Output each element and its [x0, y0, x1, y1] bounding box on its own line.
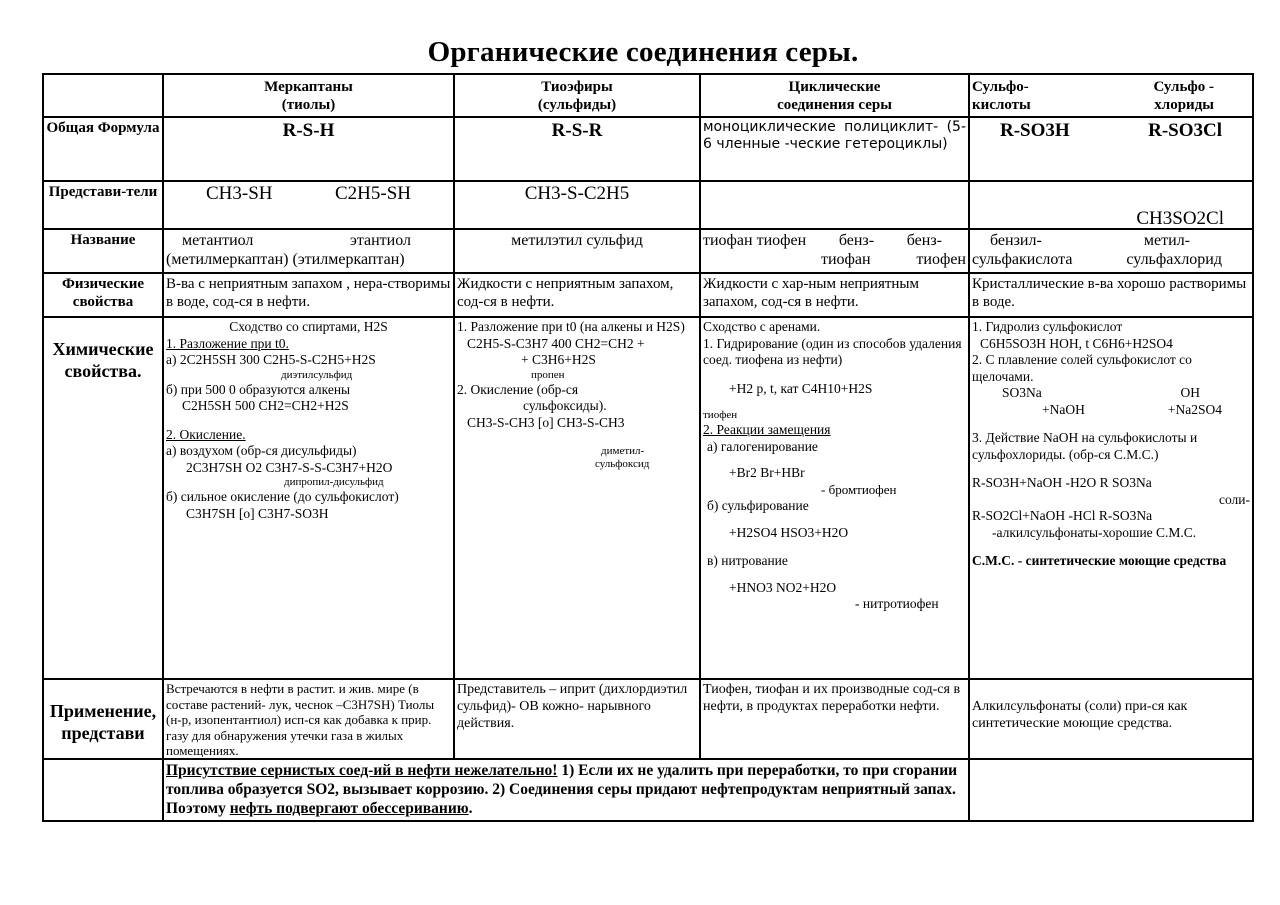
header-sulfochlorides-line1: Сульфо - — [1153, 79, 1214, 95]
chemical-thioethers — [454, 317, 700, 679]
header-cyclic-line2: соединения серы — [777, 97, 892, 113]
name-mercaptans-trivial: (метилмеркаптан) (этилмеркаптан) — [166, 251, 405, 268]
chem1-similarity: Сходство со спиртами, H2S — [229, 319, 388, 334]
chem4-naoh: +NaOH — [1042, 401, 1085, 417]
page-title: Органические соединения серы. — [427, 36, 859, 68]
label-chemical: Химические свойства. — [43, 317, 163, 679]
usage-thioethers-text: Представитель – иприт (дихлордиэтил сульфид)- ОВ кожно- нарывного действия. — [457, 682, 688, 731]
summary-text — [163, 759, 969, 821]
usage-mercaptans-text: Встречаются в нефти в растит. и жив. мире (в составе растений- лук, чеснок –C3H7SH) Тиолы (н-р, изопентантиол) исп-ся как добавка к прир. газу для обнаружения утечки газа в жилых помещениях. — [166, 681, 435, 757]
row-general-formula — [43, 117, 1253, 181]
header-sulfo-acids-line1: Сульфо- — [972, 79, 1029, 95]
header-mercaptans-line2: (тиолы) — [281, 97, 336, 113]
summary-empty-right — [969, 759, 1253, 821]
name-benz2: бенз- — [906, 232, 942, 249]
usage-cyclic-text: Тиофен, тиофан и их производные сод-ся в нефти, в продуктах переработки нефти. — [703, 682, 961, 714]
chem2-propene: пропен — [531, 368, 565, 381]
summary-body: 1) Если их не удалить при переработки, то при сгорании топлива образуется SO2, вызывает коррозию. 2) Соединения серы придают нефтепродуктам неприятный запах. Поэтому — [166, 762, 958, 817]
formula-cyclic: моноциклические полициклит- (5-6 членные -ческие гетероциклы) — [700, 117, 969, 181]
chem4-reaction-chloride: R-SO2Cl+NaOH -HCl R-SO3Na — [972, 508, 1153, 523]
physical-cyclic: Жидкости с хар-ным неприятным запахом, сод-ся в нефти. — [700, 273, 969, 317]
label-usage-text: Применение, представи — [49, 701, 157, 743]
chem1-reaction-a: а) 2C2H5SH 300 C2H5-S-C2H5+H2S — [166, 352, 376, 367]
name-sulfochloride: сульфахлорид — [1126, 251, 1222, 268]
formula-sulfochloride: R-SO3Cl — [1148, 120, 1222, 141]
chem1-alkenes: б) при 500 0 образуются алкены — [166, 381, 351, 397]
rep-mercaptans — [163, 181, 454, 229]
chem4-salts: соли- — [1218, 491, 1250, 507]
row-summary — [43, 759, 1253, 821]
chem4-na2so4: +Na2SO4 — [1167, 401, 1222, 417]
chem4-hydrolysis: 1. Гидролиз сульфокислот — [972, 319, 1123, 334]
rep-ethanethiol: C2H5-SH — [334, 183, 411, 204]
sulfur-compounds-table — [42, 73, 1254, 822]
row-physical — [43, 273, 1253, 317]
name-benz1: бенз- — [838, 232, 875, 249]
usage-sulfonic-text: Алкилсульфонаты (соли) при-ся как синтетические моющие средства. — [972, 699, 1188, 731]
chem2-sulfoxides: сульфоксиды). — [523, 398, 607, 413]
usage-mercaptans — [163, 679, 454, 759]
name-benzyl: бензил- — [990, 232, 1042, 249]
chem1-diethylsulfide: диэтилсульфид — [281, 368, 353, 381]
chem1-strong-oxidation: б) сильное окисление (до сульфокислот) — [166, 489, 399, 504]
name-methanethiol: метантиол — [182, 232, 254, 249]
name-benzothiophane: тиофан — [821, 251, 871, 268]
chem3-nitration-reaction: +HNO3 NO2+H2O — [729, 579, 837, 595]
chem1-air: а) воздухом (обр-ся дисульфиды) — [166, 443, 357, 458]
physical-sulfonic: Кристаллические в-ва хорошо растворимы в воде. — [969, 273, 1253, 317]
header-thioethers-line1: Тиоэфиры — [541, 79, 613, 95]
chem4-alkali-fusion: 2. С плавление солей сульфокислот со щелочами. — [972, 352, 1192, 384]
name-sulfoacid: сульфакислота — [972, 251, 1073, 268]
summary-warning: Присутствие сернистых соед-ий в нефти нежелательно! — [166, 762, 558, 779]
header-row — [43, 74, 1253, 117]
formula-sulfonic — [969, 117, 1253, 181]
summary-desulfurization: нефть подвергают обессериванию — [229, 800, 469, 817]
chem1-decomposition: 1. Разложение при t0. — [166, 335, 289, 351]
rep-sulfonic: CH3SO2Cl — [969, 181, 1253, 229]
header-sulfonic — [969, 74, 1253, 117]
formula-thioethers: R-S-R — [454, 117, 700, 181]
chem2-oxidation: 2. Окисление (обр-ся — [457, 381, 579, 397]
header-cyclic-line1: Циклические — [788, 79, 881, 95]
header-thioethers-line2: (сульфиды) — [537, 97, 617, 113]
row-representatives — [43, 181, 1253, 229]
usage-cyclic — [700, 679, 969, 759]
label-general-formula: Общая Формула — [43, 117, 163, 181]
chem3-bromothiophene: - бромтиофен — [821, 481, 897, 497]
chem2-oxidation-reaction: CH3-S-CH3 [o] CH3-S-CH3 — [467, 414, 625, 430]
label-usage — [43, 679, 163, 759]
chem3-sulfonation-reaction: +H2SO4 HSO3+H2O — [729, 524, 849, 540]
header-sulfo-acids-line2: кислоты — [972, 97, 1031, 113]
rep-methanethiol: CH3-SH — [206, 183, 273, 204]
name-thiophane-thiophene: тиофан тиофен — [703, 232, 807, 249]
chem4-sms-definition: С.М.С. - синтетические моющие средства — [972, 553, 1227, 568]
label-representatives: Представи-тели — [43, 181, 163, 229]
header-sulfochlorides-line2: хлориды — [1154, 97, 1214, 113]
chem4-naoh-action: 3. Действие NaOH на сульфокислоты и сульфохлориды. (обр-ся С.М.С.) — [972, 430, 1198, 462]
chem3-similarity: Сходство с аренами. — [703, 319, 821, 334]
row-chemical — [43, 317, 1253, 679]
header-mercaptans — [163, 74, 454, 117]
chem3-thiophene: тиофен — [703, 409, 738, 421]
name-sulfonic — [969, 229, 1253, 273]
chem4-alkylsulfonates: -алкилсульфонаты-хорошие С.М.С. — [992, 524, 1197, 540]
usage-sulfonic — [969, 679, 1253, 759]
formula-mercaptans: R-S-H — [163, 117, 454, 181]
header-thioethers — [454, 74, 700, 117]
name-methyl: метил- — [1143, 232, 1190, 249]
header-cyclic — [700, 74, 969, 117]
name-cyclic — [700, 229, 969, 273]
formula-sulfo-acid: R-SO3H — [1000, 120, 1070, 141]
rep-thioethers: CH3-S-C2H5 — [454, 181, 700, 229]
chem4-hydrolysis-reaction: C6H5SO3H HOH, t C6H6+H2SO4 — [980, 335, 1173, 351]
chem2-reaction: C2H5-S-C3H7 400 CH2=CH2 + — [467, 335, 645, 351]
chem2-dimethyl: диметил- — [601, 445, 645, 457]
chem3-hydrogenation-reaction: +H2 p, t, кат C4H10+H2S — [729, 380, 873, 396]
rep-cyclic-empty — [700, 181, 969, 229]
physical-mercaptans: В-ва с неприятным запахом , нера-створимы в воде, сод-ся в нефти. — [163, 273, 454, 317]
chemical-mercaptans — [163, 317, 454, 679]
label-name: Название — [43, 229, 163, 273]
chem3-sulfonation: б) сульфирование — [707, 498, 809, 513]
chem1-oxidation: 2. Окисление. — [166, 426, 246, 442]
chem3-nitrothiophene: - нитротиофен — [855, 596, 939, 611]
summary-empty-left — [43, 759, 163, 821]
chem1-reaction-air: 2C3H7SH O2 C3H7-S-S-C3H7+H2O — [186, 459, 393, 475]
name-mercaptans — [163, 229, 454, 273]
row-name — [43, 229, 1253, 273]
label-physical: Физические свойства — [43, 273, 163, 317]
chem2-decomposition: 1. Разложение при t0 (на алкены и H2S) — [457, 319, 685, 334]
name-ethanethiol: этантиол — [349, 232, 411, 249]
chem1-reaction-b: C2H5SH 500 CH2=CH2+H2S — [182, 398, 349, 413]
chem4-oh: OH — [1180, 385, 1200, 400]
name-benzothiophene: тиофен — [916, 251, 966, 268]
chem2-products: + C3H6+H2S — [521, 352, 596, 367]
chem1-dipropyldisulfide: дипропил-дисульфид — [284, 476, 384, 488]
chem4-so3na: SO3Na — [1002, 385, 1042, 400]
chemical-cyclic — [700, 317, 969, 679]
header-mercaptans-line1: Меркаптаны — [264, 79, 353, 95]
chem3-bromination: +Br2 Br+HBr — [729, 465, 805, 480]
row-usage — [43, 679, 1253, 759]
name-thioethers: метилэтил сульфид — [454, 229, 700, 273]
chem3-hydrogenation: 1. Гидрирование (один из способов удаления соед. тиофена из нефти) — [703, 335, 962, 367]
summary-end: . — [468, 800, 473, 817]
chem1-reaction-strong: C3H7SH [o] C3H7-SO3H — [186, 505, 329, 521]
chem3-halogenation: а) галогенирование — [707, 438, 818, 454]
chem3-nitration: в) нитрование — [707, 553, 788, 568]
physical-thioethers: Жидкости с неприятным запахом, сод-ся в нефти. — [454, 273, 700, 317]
chem4-reaction-acid: R-SO3H+NaOH -H2O R SO3Na — [972, 475, 1152, 490]
chem2-sulfoxide: сульфоксид — [595, 458, 650, 470]
chemical-sulfonic — [969, 317, 1253, 679]
chem3-substitution: 2. Реакции замещения — [703, 422, 831, 437]
usage-thioethers — [454, 679, 700, 759]
header-empty-cell — [43, 74, 163, 117]
